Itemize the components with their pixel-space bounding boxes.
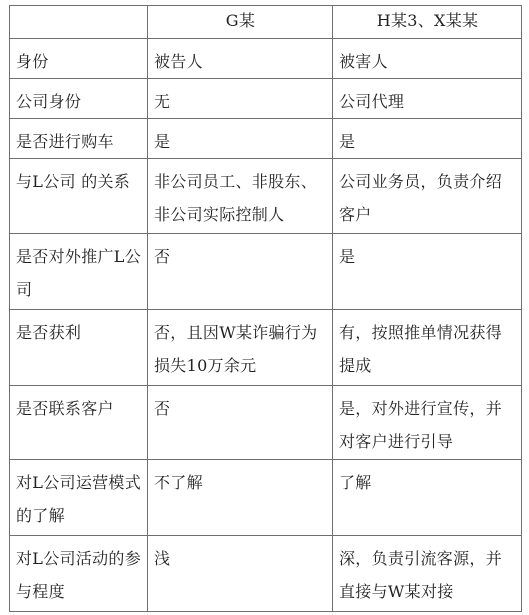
cell-g: 否	[148, 386, 333, 460]
cell-h-x: 了解	[333, 460, 522, 536]
cell-g: 否，且因W某诈骗行为损失10万余元	[148, 310, 333, 386]
comparison-table	[9, 5, 522, 612]
cell-g: 无	[148, 79, 333, 119]
table-row	[10, 119, 522, 159]
row-label: 是否获利	[10, 310, 148, 386]
table-row	[10, 536, 522, 612]
table-row	[10, 310, 522, 386]
row-label: 身份	[10, 39, 148, 79]
cell-g: 是	[148, 119, 333, 159]
cell-g: 非公司员工、非股东、非公司实际控制人	[148, 159, 333, 234]
cell-h-x: 公司代理	[333, 79, 522, 119]
row-label: 公司身份	[10, 79, 148, 119]
table-row	[10, 39, 522, 79]
table-header-row	[10, 6, 522, 39]
cell-h-x: 是	[333, 119, 522, 159]
cell-h-x: 被害人	[333, 39, 522, 79]
row-label: 对L公司运营模式的了解	[10, 460, 148, 536]
row-label: 对L公司活动的参与程度	[10, 536, 148, 612]
cell-h-x: 有，按照推单情况获得提成	[333, 310, 522, 386]
cell-g: 浅	[148, 536, 333, 612]
row-label: 与L公司 的关系	[10, 159, 148, 234]
cell-g: 不了解	[148, 460, 333, 536]
table-row	[10, 79, 522, 119]
table-row	[10, 159, 522, 234]
row-label: 是否联系客户	[10, 386, 148, 460]
cell-h-x: 是，对外进行宣传，并对客户进行引导	[333, 386, 522, 460]
table-row	[10, 386, 522, 460]
row-label: 是否进行购车	[10, 119, 148, 159]
cell-h-x: 深，负责引流客源，并直接与W某对接	[333, 536, 522, 612]
header-h-x: H某3、X某某	[333, 6, 522, 39]
row-label: 是否对外推广L公司	[10, 234, 148, 310]
table-row	[10, 460, 522, 536]
cell-h-x: 公司业务员，负责介绍客户	[333, 159, 522, 234]
cell-h-x: 是	[333, 234, 522, 310]
cell-g: 否	[148, 234, 333, 310]
table-row	[10, 234, 522, 310]
header-g: G某	[148, 6, 333, 39]
header-corner-cell	[10, 6, 148, 39]
cell-g: 被告人	[148, 39, 333, 79]
